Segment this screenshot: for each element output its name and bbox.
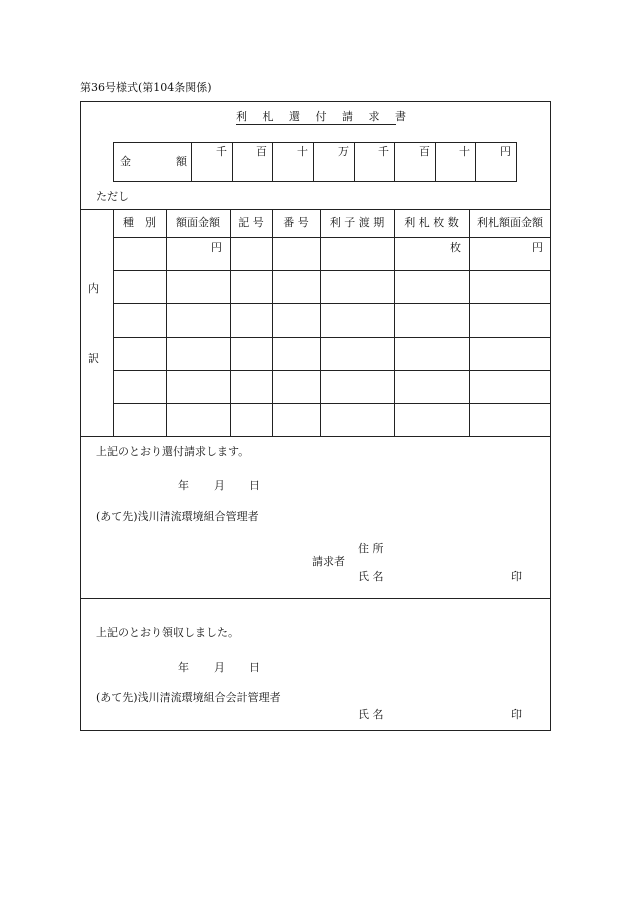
receipt-date-year: 年: [178, 661, 189, 674]
section-divider-bottom: [80, 598, 551, 599]
section-divider-middle: [80, 436, 551, 437]
breakdown-side-label-nai: 内: [88, 282, 99, 295]
amount-cell-divider: [435, 142, 436, 182]
amount-unit-label: 万: [338, 145, 349, 158]
amount-cell-divider: [313, 142, 314, 182]
table-row-line: [113, 270, 551, 271]
receipt-date-month: 月: [214, 661, 225, 674]
table-unit-label: 円: [211, 241, 222, 254]
amount-unit-label: 円: [500, 145, 511, 158]
tadashi-label: ただし: [96, 190, 129, 203]
request-date-day: 日: [249, 479, 260, 492]
request-address-label: 住 所: [358, 542, 384, 555]
table-header-cell: 記 号: [238, 216, 264, 229]
table-col-line: [320, 209, 321, 436]
table-col-line: [272, 209, 273, 436]
section-divider-top: [80, 209, 551, 210]
receipt-date-day: 日: [249, 661, 260, 674]
request-date-month: 月: [214, 479, 225, 492]
form-title: 利 札 還 付 請 求 書: [236, 110, 412, 123]
amount-cell-divider: [475, 142, 476, 182]
amount-unit-label: 十: [297, 145, 308, 158]
table-row-line: [113, 370, 551, 371]
receipt-name-label: 氏 名: [358, 708, 384, 721]
amount-unit-label: 百: [419, 145, 430, 158]
receipt-addressee: (あて先)浅川清流環境組合会計管理者: [96, 691, 281, 704]
form-number: 第36号様式(第104条関係): [80, 81, 212, 94]
table-row-line: [113, 237, 551, 238]
request-statement: 上記のとおり還付請求します。: [96, 445, 250, 458]
table-header-cell: 番 号: [283, 216, 309, 229]
amount-label-kin: 金: [120, 155, 131, 168]
table-header-cell: 利 札 枚 数: [404, 216, 459, 229]
table-header-cell: 種 別: [123, 216, 156, 229]
amount-cell-divider: [272, 142, 273, 182]
amount-unit-label: 千: [216, 145, 227, 158]
table-row-line: [113, 337, 551, 338]
requester-label: 請求者: [312, 555, 345, 568]
table-unit-label: 円: [532, 241, 543, 254]
table-header-cell: 額面金額: [176, 216, 220, 229]
amount-cell-divider: [354, 142, 355, 182]
amount-box: [113, 142, 517, 182]
amount-unit-label: 百: [256, 145, 267, 158]
breakdown-side-label-yaku: 訳: [88, 352, 99, 365]
table-row-line: [113, 403, 551, 404]
table-row-line: [113, 303, 551, 304]
amount-cell-divider: [394, 142, 395, 182]
table-header-cell: 利札額面金額: [477, 216, 543, 229]
amount-unit-label: 十: [459, 145, 470, 158]
request-name-label: 氏 名: [358, 570, 384, 583]
request-seal: 印: [511, 570, 522, 583]
request-addressee: (あて先)浅川清流環境組合管理者: [96, 510, 259, 523]
amount-label-gaku: 額: [176, 155, 187, 168]
amount-divider: [191, 142, 192, 182]
table-col-line: [230, 209, 231, 436]
amount-unit-label: 千: [378, 145, 389, 158]
request-date-year: 年: [178, 479, 189, 492]
table-unit-label: 枚: [450, 241, 461, 254]
table-header-cell: 利 子 渡 期: [329, 216, 385, 229]
receipt-statement: 上記のとおり領収しました。: [96, 626, 239, 639]
amount-cell-divider: [232, 142, 233, 182]
receipt-seal: 印: [511, 708, 522, 721]
